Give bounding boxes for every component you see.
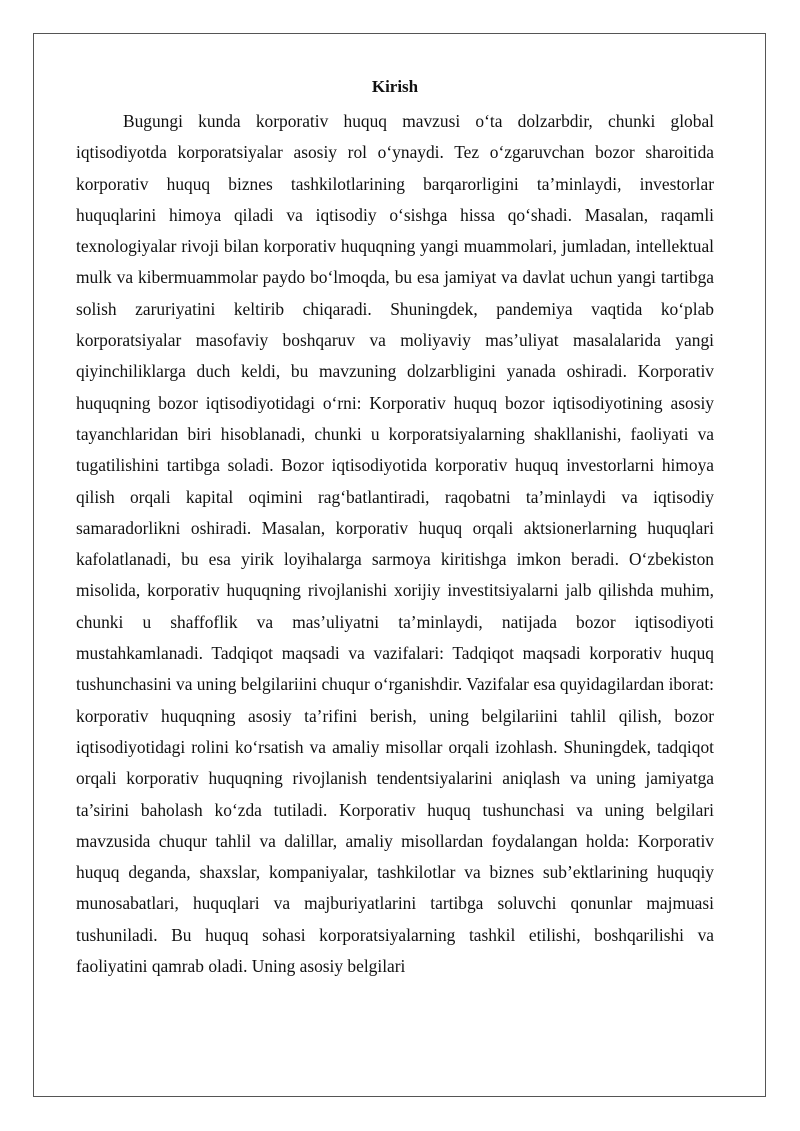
document-title: Kirish — [371, 77, 419, 96]
document-body-paragraph: Bugungi kunda korporativ huquq mavzusi o‘ta dolzarbdir, chunki global iqtisodiyotda korporatsiyalar asosiy rol o‘ynaydi. Tez o‘zgaruvchan bozor sharoitida korporativ huquq biznes tashkilotlarining barqarorligini ta’minlaydi, investorlar huquqlarini himoya qiladi va iqtisodiy o‘sishga hissa qo‘shadi. Masalan, raqamli texnologiyalar rivoji bilan korporativ huquqning yangi muammolari, jumladan, intellektual mulk va kibermuammolar paydo bo‘lmoqda, bu esa jamiyat va davlat uchun yangi tartibga solish zaruriyatini keltirib chiqaradi. Shuningdek, pandemiya vaqtida ko‘plab korporatsiyalar masofaviy boshqaruv va moliyaviy mas’uliyat masalalarida yangi qiyinchiliklarga duch keldi, bu mavzuning dolzarbligini yanada oshiradi. Korporativ huquqning bozor iqtisodiyotidagi o‘rni: Korporativ huquq bozor iqtisodiyotining asosiy tayanchlaridan biri hisoblanadi, chunki u korporatsiyalarning shakllanishi, faoliyati va tugatilishini tartibga soladi. Bozor iqtisodiyotida korporativ huquq investorlarni himoya qilish orqali kapital oqimini rag‘batlantiradi, raqobatni ta’minlaydi va iqtisodiy samaradorlikni oshiradi. Masalan, korporativ huquq orqali aktsionerlarning huquqlari kafolatlanadi, bu esa yirik loyihalarga sarmoya kiritishga imkon beradi. O‘zbekiston misolida, korporativ huquqning rivojlanishi xorijiy investitsiyalarni jalb qilishda muhim, chunki u shaffoflik va mas’uliyatni ta’minlaydi, natijada bozor iqtisodiyoti mustahkamlanadi. Tadqiqot maqsadi va vazifalari: Tadqiqot maqsadi korporativ huquq tushunchasini va uning belgilariini chuqur o‘rganishdir. Vazifalar esa quyidagilardan iborat: korporativ huquqning asosiy ta’rifini berish, uning belgilariini tahlil qilish, bozor iqtisodiyotidagi rolini ko‘rsatish va amaliy misollar orqali izohlash. Shuningdek, tadqiqot orqali korporativ huquqning rivojlanish tendentsiyalarini aniqlash va uning jamiyatga ta’sirini baholash ko‘zda tutiladi. Korporativ huquq tushunchasi va uning belgilari mavzusida chuqur tahlil va dalillar, amaliy misollardan foydalangan holda: Korporativ huquq deganda, shaxslar, kompaniyalar, tashkilotlar va biznes sub’ektlarining huquqiy munosabatlari, huquqlari va majburiyatlarini tartibga soluvchi qonunlar majmuasi tushuniladi. Bu huquq sohasi korporatsiyalarning tashkil etilishi, boshqarilishi va faoliyatini qamrab oladi. Uning asosiy belgilari — [76, 111, 714, 977]
